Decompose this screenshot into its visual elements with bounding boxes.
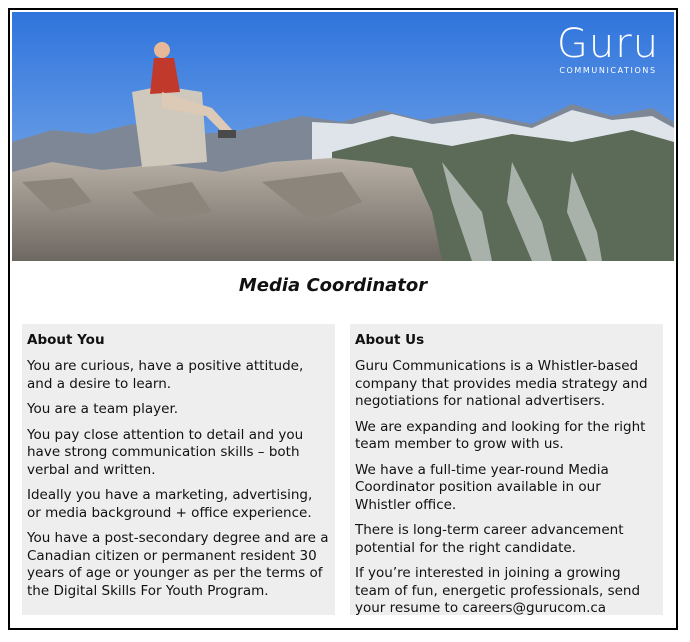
about-us-paragraph: If you’re interested in joining a growing team of fun, energetic professionals, send your resume to careers@gurucom.ca bbox=[355, 565, 641, 616]
about-you-paragraph: You pay close attention to detail and you have strong communication skills – both verbal and written. bbox=[27, 426, 304, 478]
about-us-paragraph: Guru Communications is a Whistler-based company that provides media strategy and negotiations for national advertisers. bbox=[355, 358, 648, 409]
about-us-paragraph: We are expanding and looking for the right team member to grow with us. bbox=[355, 418, 646, 452]
about-you-paragraph: You are curious, have a positive attitude, and a desire to learn. bbox=[27, 358, 304, 392]
job-title: Media Coordinator bbox=[238, 275, 428, 296]
logo-word: Guru bbox=[556, 21, 660, 67]
about-you-panel bbox=[22, 324, 335, 615]
about-you-heading: About You bbox=[27, 332, 105, 348]
job-posting-frame bbox=[8, 8, 678, 630]
hero-image bbox=[12, 12, 674, 261]
about-you-paragraph: You are a team player. bbox=[27, 401, 179, 417]
about-us-paragraph: We have a full-time year-round Media Coordinator position available in our Whistler office. bbox=[355, 461, 609, 513]
about-us-panel bbox=[350, 324, 663, 615]
about-you-paragraph: You have a post-secondary degree and are a Canadian citizen or permanent resident 30 years of age or younger as per the terms of the Digital Skills For Youth Program. bbox=[27, 530, 329, 599]
about-you-paragraph: Ideally you have a marketing, advertising, or media background + office experience. bbox=[27, 487, 313, 521]
about-us-heading: About Us bbox=[355, 332, 425, 348]
logo-subtitle: COMMUNICATIONS bbox=[559, 66, 657, 75]
about-us-paragraph: There is long-term career advancement potential for the right candidate. bbox=[355, 522, 624, 556]
guru-logo bbox=[552, 21, 664, 75]
